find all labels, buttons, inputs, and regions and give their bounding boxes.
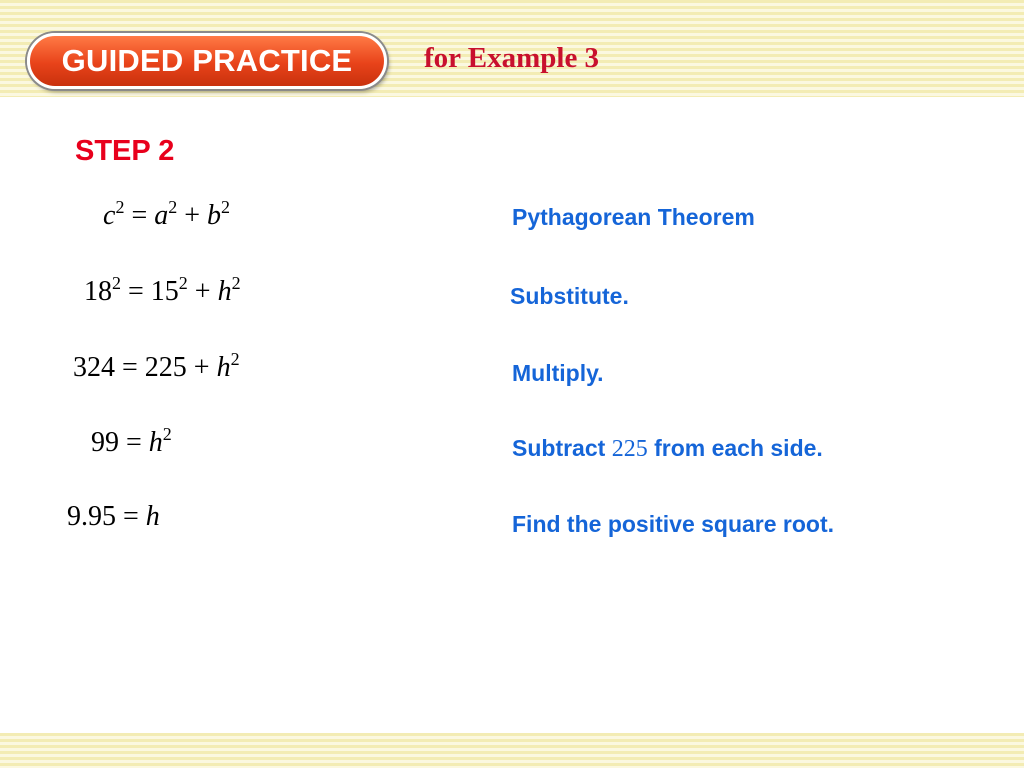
note-multiply: Multiply. xyxy=(512,360,604,386)
example-title: for Example 3 xyxy=(424,42,600,74)
guided-practice-label: GUIDED PRACTICE xyxy=(61,43,353,78)
note-substitute: Substitute. xyxy=(510,283,629,309)
exponent: 2 xyxy=(231,273,241,293)
equals: = xyxy=(124,200,155,231)
exponent: 2 xyxy=(221,197,231,217)
equation-3 xyxy=(73,349,240,384)
var-c: c xyxy=(103,200,116,231)
note-pythagorean-theorem: Pythagorean Theorem xyxy=(512,204,755,230)
var-h: h xyxy=(145,501,160,532)
plus: + xyxy=(187,276,218,307)
exponent: 2 xyxy=(230,349,240,369)
note-square-root: Find the positive square root. xyxy=(512,511,835,537)
equation-2 xyxy=(84,273,241,308)
expression: 99 = xyxy=(91,427,149,458)
equation-5 xyxy=(67,501,160,533)
var-h: h xyxy=(216,352,231,383)
equation-1 xyxy=(103,197,231,232)
guided-practice-badge xyxy=(27,33,387,89)
var-h: h xyxy=(217,276,232,307)
var-h: h xyxy=(148,427,163,458)
exponent: 2 xyxy=(178,273,188,293)
footer-band xyxy=(0,733,1024,768)
note-subtract-prefix: Subtract xyxy=(512,435,612,461)
equals: = xyxy=(121,276,151,307)
note-subtract xyxy=(512,435,823,463)
plus: + xyxy=(177,200,208,231)
note-subtract-suffix: from each side. xyxy=(647,435,823,461)
number: 18 xyxy=(84,276,112,307)
exponent: 2 xyxy=(162,424,172,444)
number: 15 xyxy=(150,276,179,307)
note-subtract-number: 225 xyxy=(611,436,648,462)
var-b: b xyxy=(207,200,222,231)
var-a: a xyxy=(154,200,169,231)
expression: 9.95 = xyxy=(67,501,146,532)
step-heading: STEP 2 xyxy=(75,135,175,167)
exponent: 2 xyxy=(112,273,121,293)
exponent: 2 xyxy=(168,197,178,217)
exponent: 2 xyxy=(115,197,125,217)
expression: 324 = 225 + xyxy=(73,352,217,383)
equation-4 xyxy=(91,424,172,459)
